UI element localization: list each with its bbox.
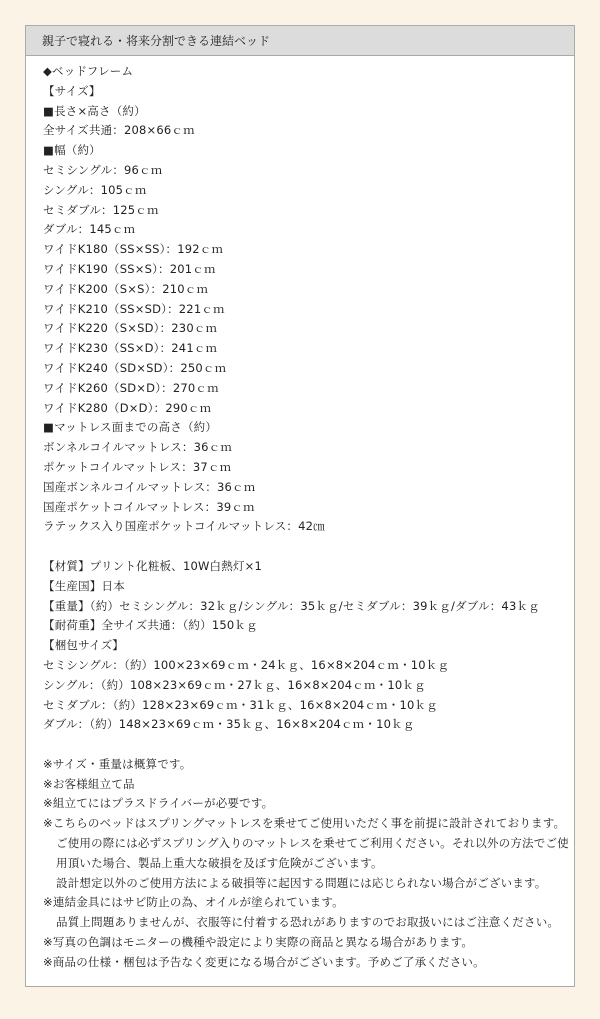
spec-line: ダブル：（約）148×23×69ｃｍ・35ｋｇ、16×8×204ｃｍ・10ｋｇ <box>43 717 415 732</box>
note-line: 用頂いた場合、製品上重大な破損を及ぼす危険がございます。 <box>56 855 383 870</box>
spec-line: ■幅（約） <box>43 143 101 158</box>
spec-line: 国産ボンネルコイルマットレス：36ｃｍ <box>43 479 256 494</box>
note-line: ご使用の際には必ずスプリング入りのマットレスを乗せてご利用ください。それ以外の方法でご使 <box>56 836 569 851</box>
note-line: ※組立てにはプラスドライバーが必要です。 <box>43 796 274 811</box>
spec-line: 【生産国】日本 <box>43 578 125 593</box>
note-line: 設計想定以外のご使用方法による破損等に起因する問題には応じられない場合がございます。 <box>56 875 547 890</box>
panel-header <box>26 26 574 56</box>
spec-line: セミシングル：96ｃｍ <box>43 162 163 177</box>
note-line: ※サイズ・重量は概算です。 <box>43 756 192 771</box>
spec-line: ワイドK280（D×D）：290ｃｍ <box>43 400 212 415</box>
spec-line: シングル：105ｃｍ <box>43 182 147 197</box>
note-line: ※商品の仕様・梱包は予告なく変更になる場合がございます。予めご了承ください。 <box>43 954 485 969</box>
spec-line: ワイドK190（SS×S）：201ｃｍ <box>43 261 216 276</box>
spec-line: シングル：（約）108×23×69ｃｍ・27ｋｇ、16×8×204ｃｍ・10ｋｇ <box>43 677 426 692</box>
spec-line: ラテックス入り国産ポケットコイルマットレス：42㎝ <box>43 519 325 534</box>
spec-line: 国産ポケットコイルマットレス：39ｃｍ <box>43 499 255 514</box>
spec-line: セミダブル：125ｃｍ <box>43 202 159 217</box>
spec-line: 【材質】プリント化粧板、10W白熱灯×1 <box>43 558 262 573</box>
spec-line: ■長さ×高さ（約） <box>43 103 146 118</box>
spec-line: 【サイズ】 <box>43 83 101 98</box>
spec-line: ワイドK210（SS×SD）：221ｃｍ <box>43 301 225 316</box>
spec-line: 【重量】（約）セミシングル：32ｋｇ/シングル：35ｋｇ/セミダブル：39ｋｇ/ダブル：43ｋｇ <box>43 598 540 613</box>
spec-line: ワイドK200（S×S）：210ｃｍ <box>43 281 209 296</box>
note-line: ※連結金具にはサビ防止の為、オイルが塗られています。 <box>43 895 344 910</box>
note-line: ※こちらのベッドはスプリングマットレスを乗せてご使用いただく事を前提に設計されております。 <box>43 816 566 831</box>
note-line: ※お客様組立て品 <box>43 776 135 791</box>
spec-line: ワイドK260（SD×D）：270ｃｍ <box>43 380 219 395</box>
spec-line: ワイドK240（SD×SD）：250ｃｍ <box>43 360 227 375</box>
spec-line: ダブル：145ｃｍ <box>43 222 136 237</box>
spec-line: 【耐荷重】全サイズ共通：（約）150ｋｇ <box>43 618 258 633</box>
spec-line: ワイドK230（SS×D）：241ｃｍ <box>43 341 218 356</box>
blank-line <box>43 537 574 557</box>
panel-title: 親子で寝れる・将来分割できる連結ベッド <box>42 34 271 48</box>
spec-line: ワイドK220（S×SD）：230ｃｍ <box>43 321 218 336</box>
spec-line: セミシングル：（約）100×23×69ｃｍ・24ｋｇ、16×8×204ｃｍ・10ｋｇ <box>43 657 450 672</box>
spec-line: ワイドK180（SS×SS）：192ｃｍ <box>43 242 224 257</box>
spec-line: セミダブル：（約）128×23×69ｃｍ・31ｋｇ、16×8×204ｃｍ・10ｋｇ <box>43 697 438 712</box>
spec-line: ポケットコイルマットレス：37ｃｍ <box>43 459 232 474</box>
spec-panel <box>25 25 575 987</box>
note-line: 品質上問題ありませんが、衣服等に付着する恐れがありますのでお取扱いにはご注意ください。 <box>56 915 560 930</box>
spec-line: 【梱包サイズ】 <box>43 638 124 653</box>
spec-body <box>26 56 574 973</box>
spec-line: ■マットレス面までの高さ（約） <box>43 420 218 435</box>
blank-line <box>43 735 574 755</box>
note-line: ※写真の色調はモニターの機種や設定により実際の商品と異なる場合があります。 <box>43 935 474 950</box>
spec-line: ◆ベッドフレーム <box>43 64 134 78</box>
spec-line: ボンネルコイルマットレス：36ｃｍ <box>43 440 233 455</box>
spec-line: 全サイズ共通：208×66ｃｍ <box>43 123 195 138</box>
